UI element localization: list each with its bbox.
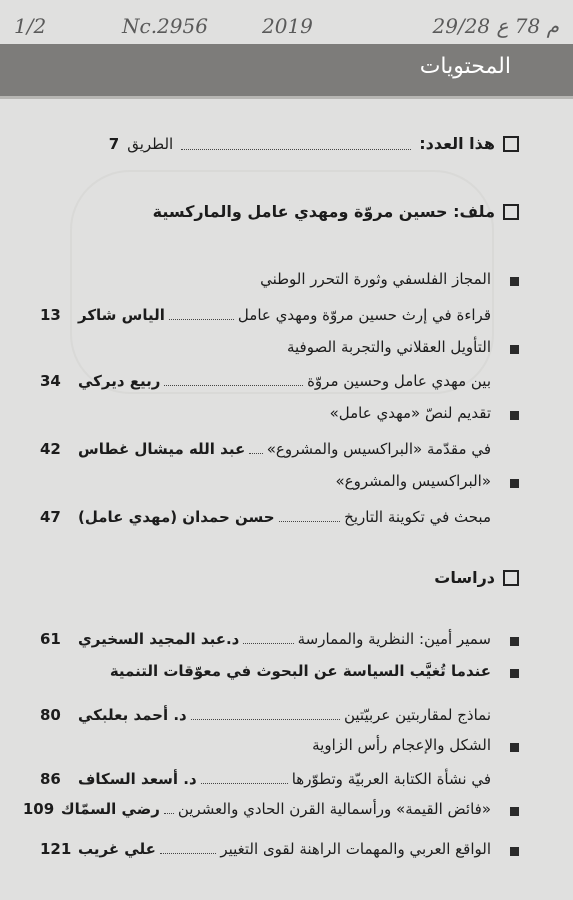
item-title: «فائض القيمة» ورأسمالية القرن الحادي والعشرين [177,800,491,818]
item-title: المجاز الفلسفي وثورة التحرر الوطني [260,270,491,288]
entry-page: 80 [40,706,61,724]
entry-page: 86 [40,770,61,788]
issue-title: هذا العدد: [419,134,495,153]
item-title: الواقع العربي والمهمات الراهنة لقوى التغيير [220,840,491,858]
studies-title: دراسات [434,568,495,587]
entry-page: 13 [40,306,61,324]
header-divider [0,96,573,99]
handnote-issue: م 78 ع 29/28 [432,14,559,38]
list-item [40,404,519,428]
square-bullet-icon [510,345,519,354]
square-bullet-icon [510,847,519,856]
item-title: سمير أمين: النظرية والممارسة [297,630,491,648]
entry-page: 121 [40,840,72,858]
list-item [40,270,519,294]
square-bullet-icon [510,743,519,752]
issue-page: 7 [108,134,120,153]
entry-line [40,770,491,794]
entry-line [40,508,491,532]
item-title: الشكل والإعجام رأس الزاوية [312,736,491,754]
dossier-heading [153,202,519,221]
entry-line [22,800,491,824]
dot-leader [160,841,216,854]
issue-entry: الطريق [127,134,174,153]
dot-leader [191,707,340,720]
list-item [40,472,519,496]
square-bullet-icon [510,807,519,816]
dot-leader [164,801,174,814]
item-title: تقديم لنصّ «مهدي عامل» [329,404,491,422]
entry-text: نماذج لمقاربتين عربيّتين [343,706,491,724]
entry-line [40,372,491,396]
checkbox-icon [503,136,519,152]
entry-author: علي غريب [78,840,156,858]
entry-line [40,840,491,864]
entry-author: رضي السمّاك [60,800,160,818]
studies-heading [434,568,519,587]
entry-text: مبحث في تكوينة التاريخ [344,508,491,526]
issue-row [109,134,519,153]
entry-author: حسن حمدان (مهدي عامل) [78,508,275,526]
dot-leader [201,771,288,784]
entry-text: في مقدّمة «البراكسيس والمشروع» [266,440,491,458]
entry-line [40,440,491,464]
entry-line [40,306,491,330]
entry-author: د. أسعد السكاف [78,770,197,788]
entry-text: بين مهدي عامل وحسين مروّة [307,372,491,390]
square-bullet-icon [510,479,519,488]
dot-leader [243,631,293,644]
entry-page: 47 [40,508,61,526]
entry-page: 61 [40,630,61,648]
entry-author: د. أحمد بعلبكي [78,706,187,724]
item-title: التأويل العقلاني والتجربة الصوفية [286,338,491,356]
square-bullet-icon [510,277,519,286]
dot-leader [249,441,262,454]
square-bullet-icon [510,411,519,420]
dot-leader [169,307,234,320]
dot-leader [279,509,341,522]
entry-line [40,706,491,730]
entry-author: عبد الله ميشال غطاس [78,440,246,458]
list-item [40,338,519,362]
handnote-left: 1/2 [14,14,47,38]
checkbox-icon [503,570,519,586]
dot-leader [164,373,303,386]
entry-author: الياس شاكر [78,306,165,324]
handnote-code: Nc.2956 [122,14,208,38]
list-item [40,736,519,760]
list-item [40,662,519,686]
entry-page: 109 [22,800,55,818]
entry-author: ربيع ديركي [78,372,161,390]
page-title: المحتويات [419,54,511,79]
entry-page: 42 [40,440,61,458]
entry-line [40,630,491,654]
entry-author: د.عبد المجيد السخيري [78,630,240,648]
checkbox-icon [503,204,519,220]
item-title: عندما تُغيَّب السياسة عن البحوث في معوّقات التنمية [109,662,491,680]
dossier-title: ملف: حسين مروّة ومهدي عامل والماركسية [152,202,495,221]
handnote-year: 2019 [262,14,313,38]
entry-text: قراءة في إرث حسين مروّة ومهدي عامل [237,306,491,324]
entry-text: في نشأة الكتابة العربيّة وتطوّرها [291,770,491,788]
square-bullet-icon [510,637,519,646]
square-bullet-icon [510,669,519,678]
dot-leader [181,137,411,150]
item-title: «البراكسيس والمشروع» [335,472,491,490]
entry-page: 34 [40,372,61,390]
